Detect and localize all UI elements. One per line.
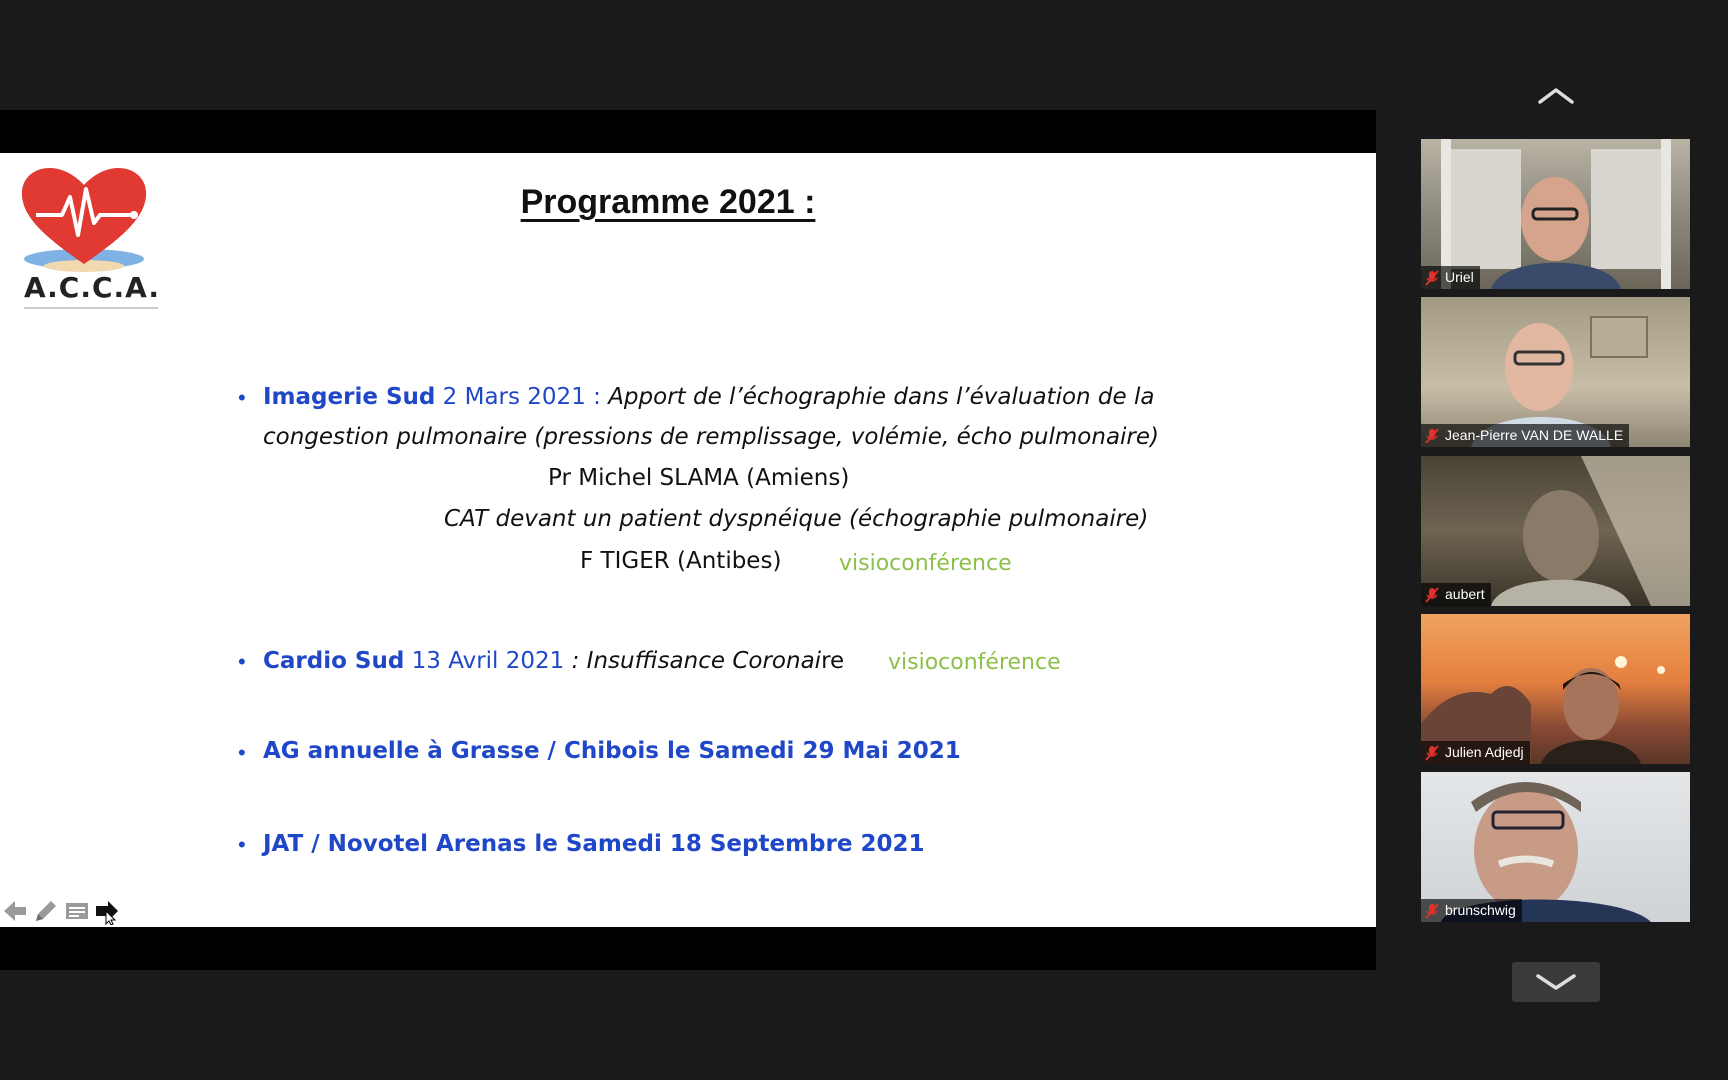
chevron-down-icon[interactable]	[1512, 962, 1600, 1002]
acca-logo	[18, 159, 161, 309]
item-1-speaker-2: F TIGER (Antibes)	[580, 548, 782, 574]
item-1-line-1	[263, 384, 1154, 410]
bullet-dot: •	[238, 649, 246, 674]
pointer-icon[interactable]	[94, 897, 120, 925]
bullet-dot: •	[238, 832, 246, 857]
participant-name-tag	[1421, 266, 1480, 289]
bullet-dot: •	[238, 740, 246, 765]
item-2-topic: Insuffisance Coronai	[586, 648, 822, 674]
participant-tile[interactable]	[1421, 456, 1690, 606]
presentation-slide	[0, 153, 1376, 927]
participant-name-tag	[1421, 424, 1629, 447]
participant-name: Uriel	[1445, 269, 1474, 285]
participant-name-tag	[1421, 741, 1530, 764]
slide-title: Programme 2021 :	[520, 183, 816, 221]
captions-icon[interactable]	[64, 897, 90, 925]
item-1-date: 2 Mars 2021 :	[442, 384, 601, 410]
logo-underline	[24, 307, 158, 309]
item-2-lead: Cardio Sud	[263, 648, 405, 674]
mic-muted-icon	[1425, 428, 1439, 444]
item-2-line	[263, 648, 844, 674]
item-4-text: JAT / Novotel Arenas le Samedi 18 Septembre 2021	[263, 831, 925, 857]
item-2-colon: :	[571, 648, 580, 674]
participant-tile[interactable]	[1421, 772, 1690, 922]
bullet-dot: •	[238, 385, 246, 410]
participant-name-tag	[1421, 583, 1491, 606]
item-2-date: 13 Avril 2021	[411, 648, 565, 674]
item-1-topic-line2: congestion pulmonaire (pressions de remplissage, volémie, écho pulmonaire)	[263, 424, 1160, 450]
mic-muted-icon	[1425, 270, 1439, 286]
item-2-topic-end: re	[821, 648, 845, 674]
pencil-icon[interactable]	[32, 897, 58, 925]
participant-name: Julien Adjedj	[1445, 744, 1524, 760]
participant-name: brunschwig	[1445, 902, 1516, 918]
participant-tile[interactable]	[1421, 297, 1690, 447]
logo-text: A.C.C.A.	[23, 271, 161, 304]
chevron-up-icon[interactable]	[1512, 78, 1600, 118]
participant-name-tag	[1421, 899, 1522, 922]
participant-tile[interactable]	[1421, 614, 1690, 764]
mic-muted-icon	[1425, 903, 1439, 919]
item-1-speaker-1: Pr Michel SLAMA (Amiens)	[548, 465, 850, 491]
item-1-mode: visioconférence	[839, 551, 1012, 576]
item-1-topic-line1: Apport de l’échographie dans l’évaluation de la	[608, 384, 1155, 410]
item-3-text: AG annuelle à Grasse / Chibois le Samedi 29 Mai 2021	[263, 738, 961, 764]
participant-name: Jean-Pierre VAN DE WALLE	[1445, 427, 1624, 443]
participant-name: aubert	[1445, 586, 1485, 602]
participant-tile[interactable]	[1421, 139, 1690, 289]
item-2-mode: visioconférence	[888, 650, 1061, 675]
item-1-topic-2: CAT devant un patient dyspnéique (échographie pulmonaire)	[444, 506, 1149, 532]
mic-muted-icon	[1425, 745, 1439, 761]
arrow-left-icon[interactable]	[2, 897, 28, 925]
mic-muted-icon	[1425, 587, 1439, 603]
item-1-lead: Imagerie Sud	[263, 384, 436, 410]
